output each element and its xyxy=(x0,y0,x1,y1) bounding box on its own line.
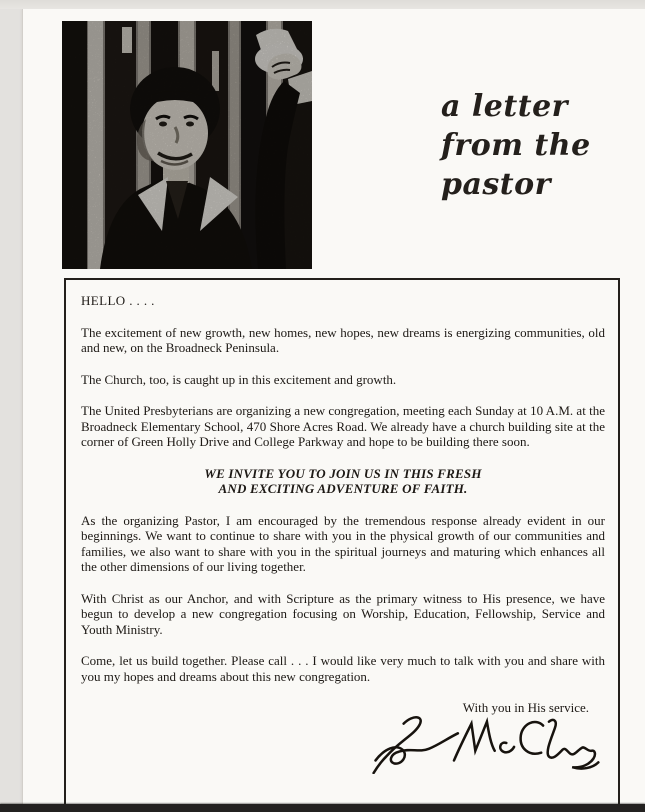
page-title xyxy=(441,87,591,204)
signature xyxy=(81,712,605,778)
letter-paragraph: As the organizing Pastor, I am encouraged by the tremendous response already evident in our beginnings. We want to continue to share with you in the physical growth of our communities and families, we also want to share with you in the spiritual journeys and maturing which enhances all the other dimensions of our living together. xyxy=(81,512,605,574)
invitation-line: AND EXCITING ADVENTURE OF FAITH. xyxy=(218,481,468,496)
scan-top-shade xyxy=(0,0,645,9)
letter-box xyxy=(64,278,620,812)
letter-paragraph: The United Presbyterians are organizing a new congregation, meeting each Sunday at 10 A.M. at the Broadneck Elementary School, 470 Shore Acres Road. We already have a church building site at the corner of Green Holly Drive and College Parkway and hope to be building there soon. xyxy=(81,403,605,449)
letter-paragraph: The Church, too, is caught up in this excitement and growth. xyxy=(81,371,397,387)
paper-sheet xyxy=(23,9,645,812)
letter-paragraph: Come, let us build together. Please call . . . I would like very much to talk with you and share with you my hopes and dreams about this new congregation. xyxy=(81,653,605,684)
letter-greeting: HELLO . . . . xyxy=(81,293,155,308)
title-line: from the xyxy=(441,128,591,163)
title-line: a letter xyxy=(441,89,568,124)
scanner-edge-strip xyxy=(0,804,645,812)
letter-paragraph: With Christ as our Anchor, and with Scripture as the primary witness to His presence, we have begun to develop a new congregation focusing on Worship, Education, Fellowship, Service and Youth Ministry. xyxy=(81,590,605,637)
letter-closing: With you in His service. xyxy=(462,700,589,715)
invitation-line: WE INVITE YOU TO JOIN US IN THIS FRESH xyxy=(204,465,482,481)
handwritten-signature-icon xyxy=(367,712,603,774)
pastor-photo xyxy=(62,21,312,269)
letter-paragraph: The excitement of new growth, new homes, new hopes, new dreams is energizing communities, old and new, on the Broadneck Peninsula. xyxy=(81,324,605,355)
invitation-callout xyxy=(81,466,605,497)
title-line: pastor xyxy=(441,167,551,202)
pastor-photo-illustration xyxy=(62,21,312,269)
